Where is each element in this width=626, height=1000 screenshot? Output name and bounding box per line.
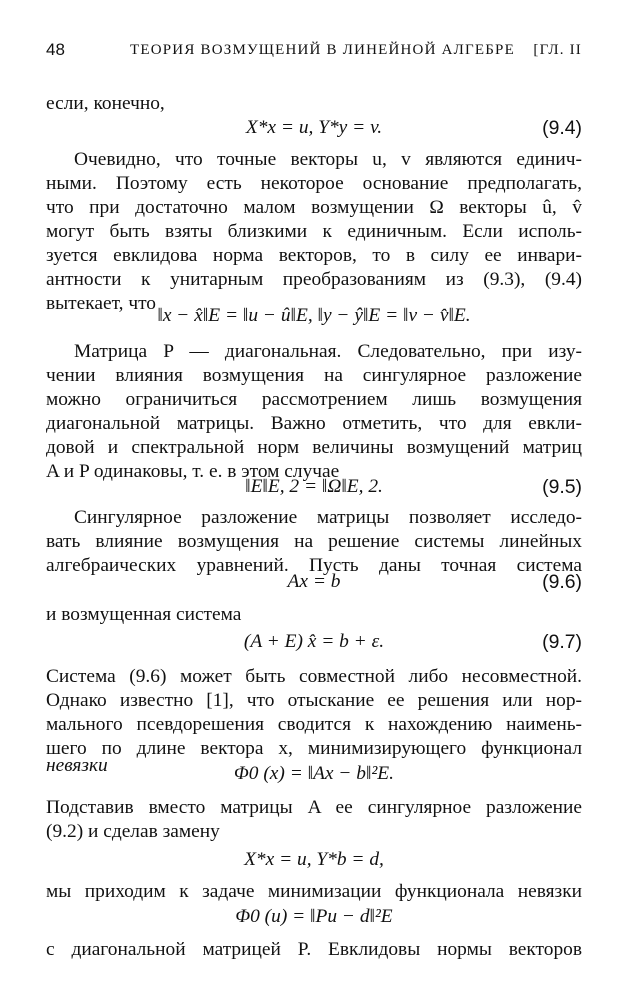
formula-9-4: X*x = u, Y*y = v. [245,117,383,138]
text-line: можно ограничиться рассмотрением лишь возмущения [46,389,582,410]
text-line: Матрица P — диагональная. Следовательно, при изу- [74,341,582,362]
text-line: диагональной матрицы. Важно отметить, что для евкли- [46,413,582,434]
text-line: Очевидно, что точные векторы u, v являются единич- [74,149,582,170]
text-line: мы приходим к задаче минимизации функционала невязки [46,881,582,902]
running-title: ТЕОРИЯ ВОЗМУЩЕНИЙ В ЛИНЕЙНОЙ АЛГЕБРЕ [130,42,515,58]
equation-number: (9.7) [542,631,582,653]
formula-9-5: ‖E‖E, 2 = ‖Ω‖E, 2. [245,476,383,497]
text-line: и возмущенная система [46,604,242,625]
formula-functional-u: Φ0 (u) = ‖Pu − d‖²E [235,906,393,927]
text-line: если, конечно, [46,93,165,114]
text-line: с диагональной матрицей P. Евклидовы нормы векторов [46,939,582,960]
text-line: Однако известно [1], что отыскание ее решения или нор- [46,690,582,711]
text-line: шего по длине вектора x, минимизирующего функционал [46,738,582,759]
formula-substitution: X*x = u, Y*b = d, [244,849,384,870]
formula-norm-equality: ‖x − x̂‖E = ‖u − û‖E, ‖y − ŷ‖E = ‖v − v̂‖E. [157,305,471,326]
text-line: зуется евклидова норма векторов, то в силу ее инвари- [46,245,582,266]
text-line: мального псевдорешения сводится к нахождению наимень- [46,714,582,735]
formula-functional-x: Φ0 (x) = ‖Ax − b‖²E. [234,763,394,784]
text-line: вытекает, что [46,293,156,314]
page-number: 48 [46,40,65,59]
text-line: вать влияние возмущения на решение системы линейных [46,531,582,552]
equation-number: (9.6) [542,571,582,593]
text-line: чении влияния возмущения на сингулярное разложение [46,365,582,386]
text-line: ными. Поэтому есть некоторое основание предполагать, [46,173,582,194]
text-line: Сингулярное разложение матрицы позволяет исследо- [74,507,582,528]
text-line: невязки [46,755,108,776]
text-line: что при достаточно малом возмущении Ω векторы û, v̂ [46,197,582,218]
text-line: Подставив вместо матрицы A ее сингулярное разложение [46,797,582,818]
text-line: довой и спектральной норм величины возмущений матриц [46,437,582,458]
chapter-label: [ГЛ. II [533,42,582,58]
text-line: Система (9.6) может быть совместной либо несовместной. [46,666,582,687]
text-line: могут быть взяты близкими к единичным. Если исполь- [46,221,582,242]
equation-number: (9.5) [542,476,582,498]
formula-9-7: (A + E) x̂ = b + ε. [243,631,385,652]
text-line: (9.2) и сделав замену [46,821,220,842]
formula-9-6: Ax = b [287,571,341,592]
text-line: антности к унитарным преобразованиям из (9.3), (9.4) [46,269,582,290]
text-line: алгебраических уравнений. Пусть даны точная система [46,555,582,576]
text-line: A и P одинаковы, т. е. в этом случае [46,461,340,482]
equation-number: (9.4) [542,117,582,139]
